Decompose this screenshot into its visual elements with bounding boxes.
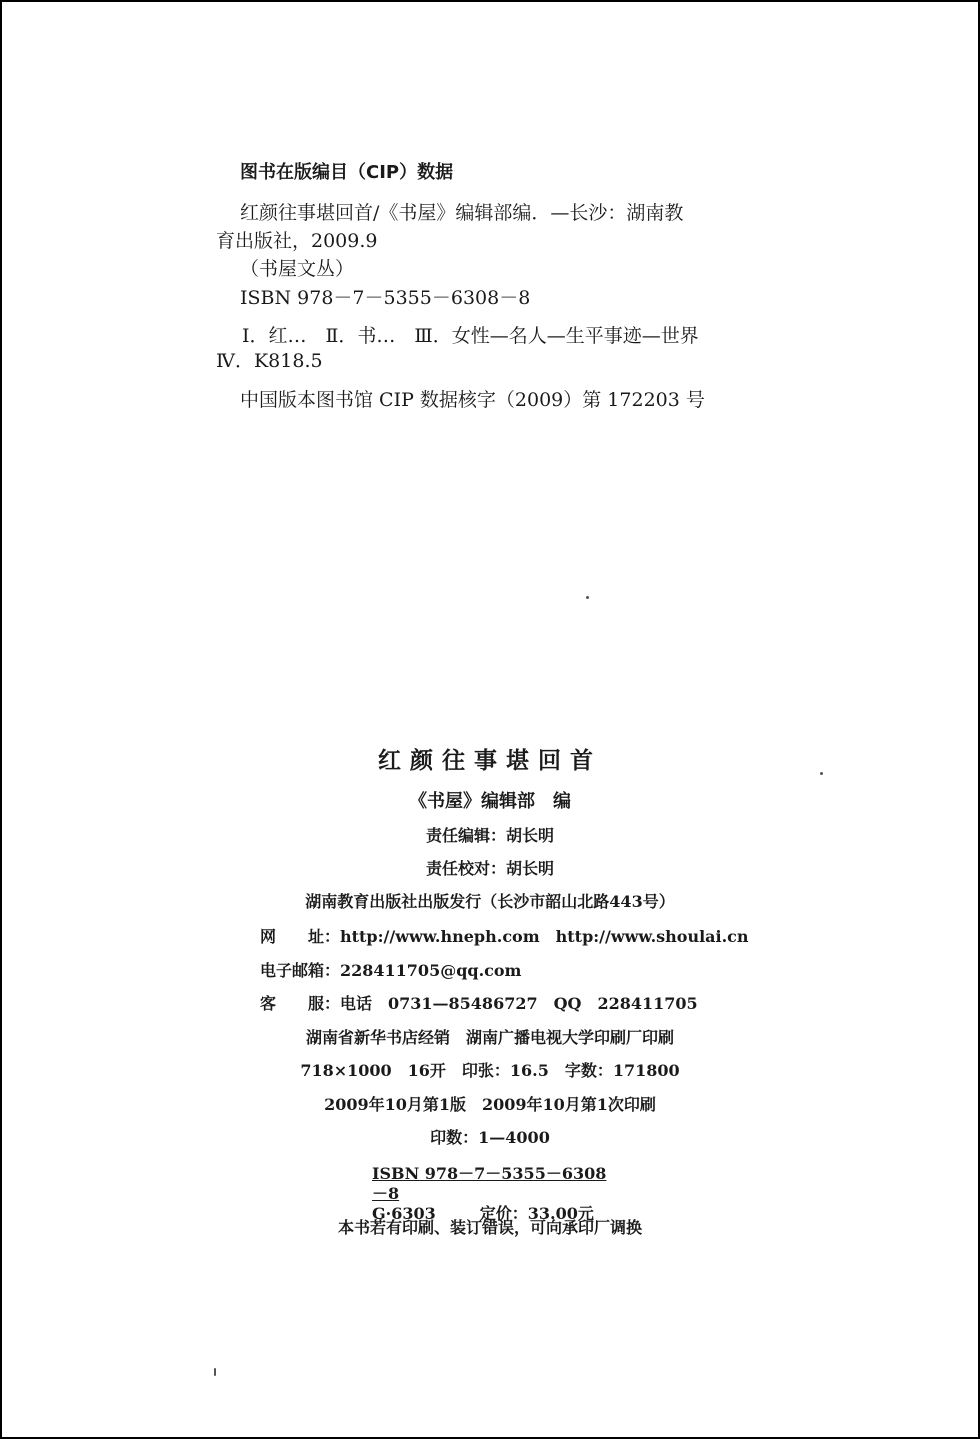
cip-entry-line1: 红颜往事堪回首/《书屋》编辑部编．—长沙：湖南教 <box>240 202 684 224</box>
website-line: 网 址：http://www.hneph.com http://www.shoulai.cn <box>260 927 749 946</box>
proofreader: 责任校对：胡长明 <box>425 859 554 878</box>
cip-series: （书屋文丛） <box>240 258 355 280</box>
cip-isbn: ISBN 978－7－5355－6308－8 <box>240 287 531 309</box>
distribution-line: 湖南省新华书店经销 湖南广播电视大学印刷厂印刷 <box>305 1028 674 1047</box>
publisher-line: 湖南教育出版社出版发行（长沙市韶山北路443号） <box>305 892 675 911</box>
cip-data-block <box>2 2 978 482</box>
cip-subjects-line2: Ⅳ．K818.5 <box>216 350 323 372</box>
specs-line: 718×1000 16开 印张：16.5 字数：171800 <box>300 1061 680 1080</box>
editor-line: 《书屋》编辑部 编 <box>409 791 571 812</box>
responsible-editor: 责任编辑：胡长明 <box>425 826 554 845</box>
colophon-block <box>2 742 978 1262</box>
cip-record: 中国版本图书馆 CIP 数据核字（2009）第 172203 号 <box>240 389 705 411</box>
isbn-price-box <box>372 1164 612 1224</box>
class-code: G·6303 <box>372 1204 436 1223</box>
service-line: 客 服：电话 0731—85486727 QQ 228411705 <box>260 994 698 1013</box>
scan-speck <box>820 772 823 775</box>
cip-entry-line2: 育出版社，2009.9 <box>216 230 378 252</box>
email-line: 电子邮箱：228411705@qq.com <box>260 961 522 980</box>
cip-subjects-line1: Ⅰ．红… Ⅱ．书… Ⅲ．女性—名人—生平事迹—世界 <box>242 325 699 347</box>
notice-line: 本书若有印刷、装订错误，可向承印厂调换 <box>337 1218 642 1237</box>
price: 定价：33.00元 <box>479 1204 594 1223</box>
colophon-isbn: ISBN 978－7－5355－6308－8 <box>372 1164 607 1203</box>
book-title: 红颜往事堪回首 <box>378 748 602 774</box>
scan-speck <box>214 1368 216 1376</box>
print-run: 印数：1—4000 <box>430 1128 550 1147</box>
cip-title: 图书在版编目（CIP）数据 <box>240 162 454 183</box>
scan-speck <box>586 596 589 599</box>
edition-line: 2009年10月第1版 2009年10月第1次印刷 <box>324 1095 656 1114</box>
